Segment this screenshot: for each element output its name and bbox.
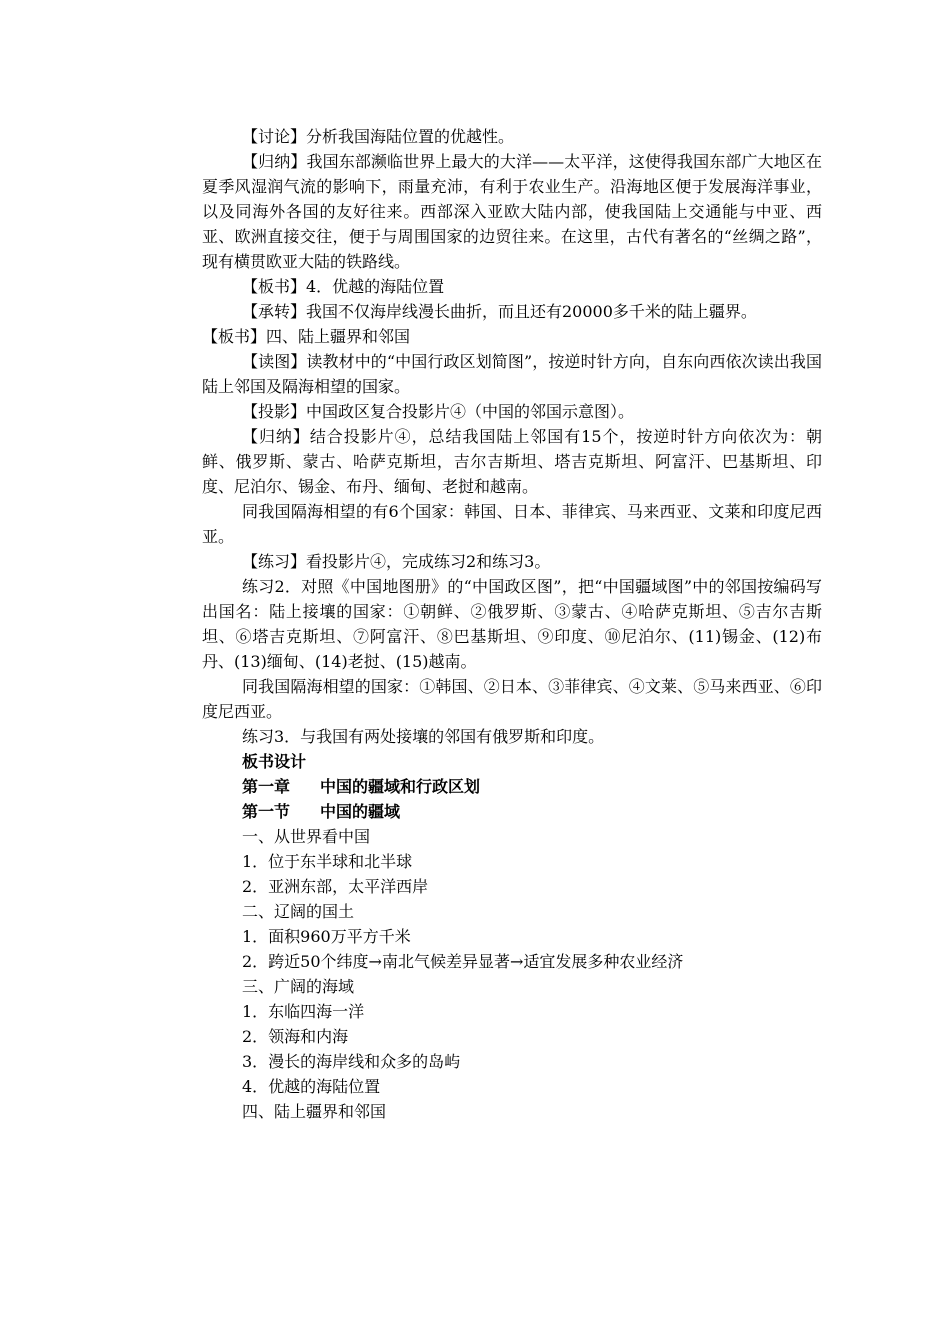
board-item: 3．漫长的海岸线和众多的岛屿 bbox=[242, 1052, 461, 1071]
paragraph-exercise-2: 练习2．对照《中国地图册》的“中国政区图”，把“中国疆域图”中的邻国按编码写出国名：陆上接壤的国家：①朝鲜、②俄罗斯、③蒙古、④哈萨克斯坦、⑤吉尔吉斯坦、⑥塔吉克斯坦、⑦阿富汗、⑧巴基斯坦、⑨印度、⑩尼泊尔、(11)锡金、(12)布丹、(13)缅甸、(14)老挝、(15)越南。 bbox=[202, 577, 822, 671]
section-label: 第一节 bbox=[242, 802, 291, 821]
board-item: 1．面积960万平方千米 bbox=[242, 927, 411, 946]
board-item: 二、辽阔的国土 bbox=[242, 902, 355, 921]
section-heading bbox=[202, 799, 822, 824]
chapter-title: 中国的疆域和行政区划 bbox=[320, 777, 481, 796]
board-item: 2．跨近50个纬度→南北气候差异显著→适宜发展多种农业经济 bbox=[242, 952, 684, 971]
board-item: 2．领海和内海 bbox=[242, 1027, 349, 1046]
board-item: 1．位于东半球和北半球 bbox=[242, 852, 413, 871]
paragraph-projection: 【投影】中国政区复合投影片④（中国的邻国示意图）。 bbox=[242, 402, 635, 421]
paragraph-practice: 【练习】看投影片④，完成练习2和练习3。 bbox=[242, 552, 551, 571]
paragraph-read-map: 【读图】读教材中的“中国行政区划简图”，按逆时针方向，自东向西依次读出我国陆上邻国及隔海相望的国家。 bbox=[202, 352, 822, 396]
section-title: 中国的疆域 bbox=[320, 802, 401, 821]
paragraph-exercise-3: 练习3．与我国有两处接壤的邻国有俄罗斯和印度。 bbox=[242, 727, 605, 746]
paragraph-transition: 【承转】我国不仅海岸线漫长曲折，而且还有20000多千米的陆上疆界。 bbox=[242, 302, 757, 321]
paragraph-board-4: 【板书】4．优越的海陆位置 bbox=[242, 277, 445, 296]
chapter-label: 第一章 bbox=[242, 777, 291, 796]
board-item: 1．东临四海一洋 bbox=[242, 1002, 365, 1021]
chapter-heading bbox=[202, 774, 822, 799]
paragraph-board-section-4: 【板书】四、陆上疆界和邻国 bbox=[202, 327, 411, 346]
board-item: 4．优越的海陆位置 bbox=[242, 1077, 381, 1096]
paragraph-exercise-2-sea: 同我国隔海相望的国家：①韩国、②日本、③菲律宾、④文莱、⑤马来西亚、⑥印度尼西亚。 bbox=[202, 677, 822, 721]
paragraph-summary-neighbors: 【归纳】结合投影片④，总结我国陆上邻国有15个，按逆时针方向依次为：朝鲜、俄罗斯、蒙古、哈萨克斯坦，吉尔吉斯坦、塔吉克斯坦、阿富汗、巴基斯坦、印度、尼泊尔、锡金、布丹、缅甸、老挝和越南。 bbox=[202, 427, 822, 496]
document-body bbox=[202, 124, 822, 1124]
board-design-heading: 板书设计 bbox=[242, 752, 307, 771]
board-item: 一、从世界看中国 bbox=[242, 827, 371, 846]
paragraph-discussion: 【讨论】分析我国海陆位置的优越性。 bbox=[242, 127, 515, 146]
board-item: 四、陆上疆界和邻国 bbox=[242, 1102, 387, 1121]
board-item: 三、广阔的海域 bbox=[242, 977, 355, 996]
paragraph-summary-location: 【归纳】我国东部濒临世界上最大的大洋——太平洋，这使得我国东部广大地区在夏季风湿润气流的影响下，雨量充沛，有利于农业生产。沿海地区便于发展海洋事业，以及同海外各国的友好往来。西部深入亚欧大陆内部，使我国陆上交通能与中亚、西亚、欧洲直接交往，便于与周围国家的边贸往来。在这里，古代有著名的“丝绸之路”，现有横贯欧亚大陆的铁路线。 bbox=[202, 152, 822, 271]
board-item: 2．亚洲东部，太平洋西岸 bbox=[242, 877, 429, 896]
paragraph-sea-neighbors: 同我国隔海相望的有6个国家：韩国、日本、菲律宾、马来西亚、文莱和印度尼西亚。 bbox=[202, 502, 822, 546]
